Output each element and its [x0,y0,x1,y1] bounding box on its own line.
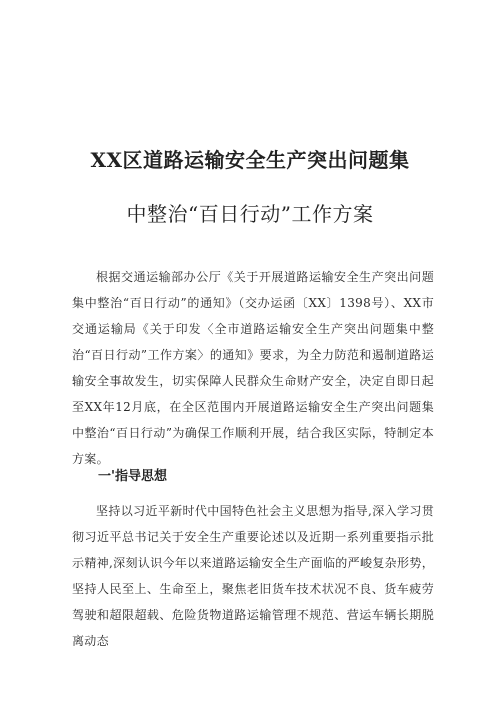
section-heading: 一'指导思想 [98,469,167,484]
section-paragraph: 坚持以习近平新时代中国特色社会主义思想为指导,深入学习贯彻习近平总书记关于安全生产重要论述以及近期一系列重要指示批示精神,深刻认识今年以来道路运输安全生产面临的严峻复杂形势，坚持人民至上、生命至上，聚焦老旧货车技术状况不良、货车疲劳驾驶和超限超载、危险货物道路运输管理不规范、营运车辆长期脱离动态 [72,504,434,648]
document-title-line-2: 中整治“百日行动”工作方案 [126,202,374,226]
intro-paragraph: 根据交通运输部办公厅《关于开展道路运输安全生产突出问题集中整治“百日行动”的通知》（交办运函〔XX〕1398号）、XX市交通运输局《关于印发〈全市道路运输安全生产突出问题集中整治“百日行动”工作方案〉的通知》要求，为全力防范和遏制道路运输安全事故发生，切实保障人民群众生命财产安全，决定自即日起至XX年12月底，在全区范围内开展道路运输安全生产突出问题集中整治“百日行动”为确保工作顺利开展，结合我区实际，特制定本方案。 [72,270,434,466]
document-title-line-1: XX区道路运输安全生产突出问题集 [90,148,410,172]
